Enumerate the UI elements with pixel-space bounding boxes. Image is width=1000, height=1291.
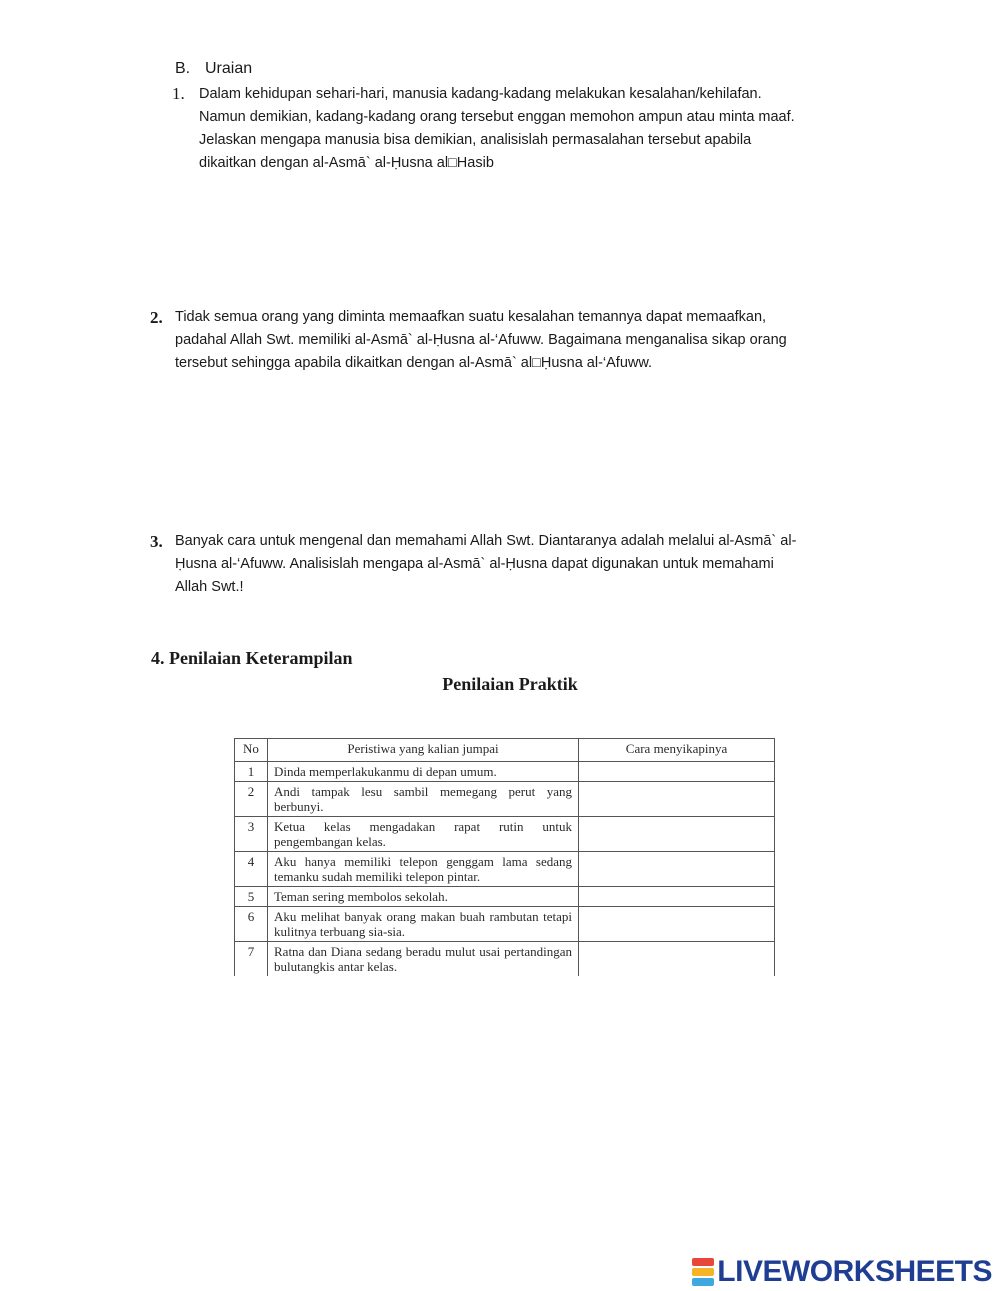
section-heading [175, 60, 252, 78]
logo-mark-block [692, 1268, 714, 1276]
table-row [235, 887, 775, 907]
section-letter: B. [175, 60, 191, 77]
header-no: No [235, 739, 268, 762]
logo-wordmark: LIVEWORKSHEETS [717, 1255, 992, 1288]
question-number: 2. [150, 308, 163, 327]
question-line: Jelaskan mengapa manusia bisa demikian, analisislah permasalahan tersebut apabila [199, 132, 752, 148]
question-line: tersebut sehingga apabila dikaitkan dengan al-Asmā` al□Ḥusna al-‘Afuww. [175, 355, 653, 371]
question-line: Dalam kehidupan sehari-hari, manusia kadang-kadang melakukan kesalahan/kehilafan. [199, 86, 762, 102]
row-number: 2 [235, 782, 268, 817]
answer-cell[interactable] [579, 782, 775, 817]
table-row [235, 817, 775, 852]
logo-mark-icon [692, 1258, 714, 1286]
liveworksheets-logo [692, 1255, 992, 1289]
row-number: 4 [235, 852, 268, 887]
table-row [235, 852, 775, 887]
answer-cell[interactable] [579, 907, 775, 942]
question-line: Banyak cara untuk mengenal dan memahami Allah Swt. Diantaranya adalah melalui al-Asmā` al- [175, 533, 797, 549]
row-number: 7 [235, 942, 268, 977]
question-number: 1. [172, 84, 185, 103]
answer-cell[interactable] [579, 817, 775, 852]
row-number: 5 [235, 887, 268, 907]
question-text [175, 530, 875, 599]
event-cell: Dinda memperlakukanmu di depan umum. [268, 762, 579, 782]
question-number: 3. [150, 532, 163, 551]
table-row [235, 907, 775, 942]
row-number: 3 [235, 817, 268, 852]
question-line: Allah Swt.! [175, 579, 244, 595]
logo-mark-block [692, 1278, 714, 1286]
table-row [235, 762, 775, 782]
table-header-row [235, 739, 775, 762]
answer-cell[interactable] [579, 887, 775, 907]
question-line: dikaitkan dengan al-Asmā` al-Ḥusna al□Hasib [199, 155, 494, 171]
header-event: Peristiwa yang kalian jumpai [268, 739, 579, 762]
event-cell: Ketua kelas mengadakan rapat rutin untuk pengembangan kelas. [268, 817, 579, 852]
answer-cell[interactable] [579, 852, 775, 887]
question-line: Tidak semua orang yang diminta memaafkan suatu kesalahan temannya dapat memaafkan, [175, 309, 767, 325]
header-response: Cara menyikapinya [579, 739, 775, 762]
answer-cell[interactable] [579, 942, 775, 977]
question-line: Namun demikian, kadang-kadang orang tersebut enggan memohon ampun atau minta maaf. [199, 109, 795, 125]
question-text [199, 83, 889, 175]
row-number: 6 [235, 907, 268, 942]
logo-mark-block [692, 1258, 714, 1266]
event-cell: Aku hanya memiliki telepon genggam lama sedang temanku sudah memiliki telepon pintar. [268, 852, 579, 887]
row-number: 1 [235, 762, 268, 782]
table-row [235, 942, 775, 977]
event-cell: Ratna dan Diana sedang beradu mulut usai pertandingan bulutangkis antar kelas. [268, 942, 579, 977]
practice-assessment-title: Penilaian Praktik [442, 674, 578, 694]
question-text [175, 306, 875, 375]
event-cell: Andi tampak lesu sambil memegang perut yang berbunyi. [268, 782, 579, 817]
question-line: padahal Allah Swt. memiliki al-Asmā` al-Ḥusna al-‘Afuww. Bagaimana menganalisa sikap orang [175, 332, 787, 348]
practice-table [234, 738, 775, 976]
question-line: Ḥusna al-‘Afuww. Analisislah mengapa al-Asmā` al-Ḥusna dapat digunakan untuk memahami [175, 556, 774, 572]
section-title: Uraian [205, 60, 253, 77]
event-cell: Teman sering membolos sekolah. [268, 887, 579, 907]
skill-assessment-heading: 4. Penilaian Keterampilan [151, 648, 353, 668]
answer-cell[interactable] [579, 762, 775, 782]
event-cell: Aku melihat banyak orang makan buah rambutan tetapi kulitnya terbuang sia-sia. [268, 907, 579, 942]
table-row [235, 782, 775, 817]
